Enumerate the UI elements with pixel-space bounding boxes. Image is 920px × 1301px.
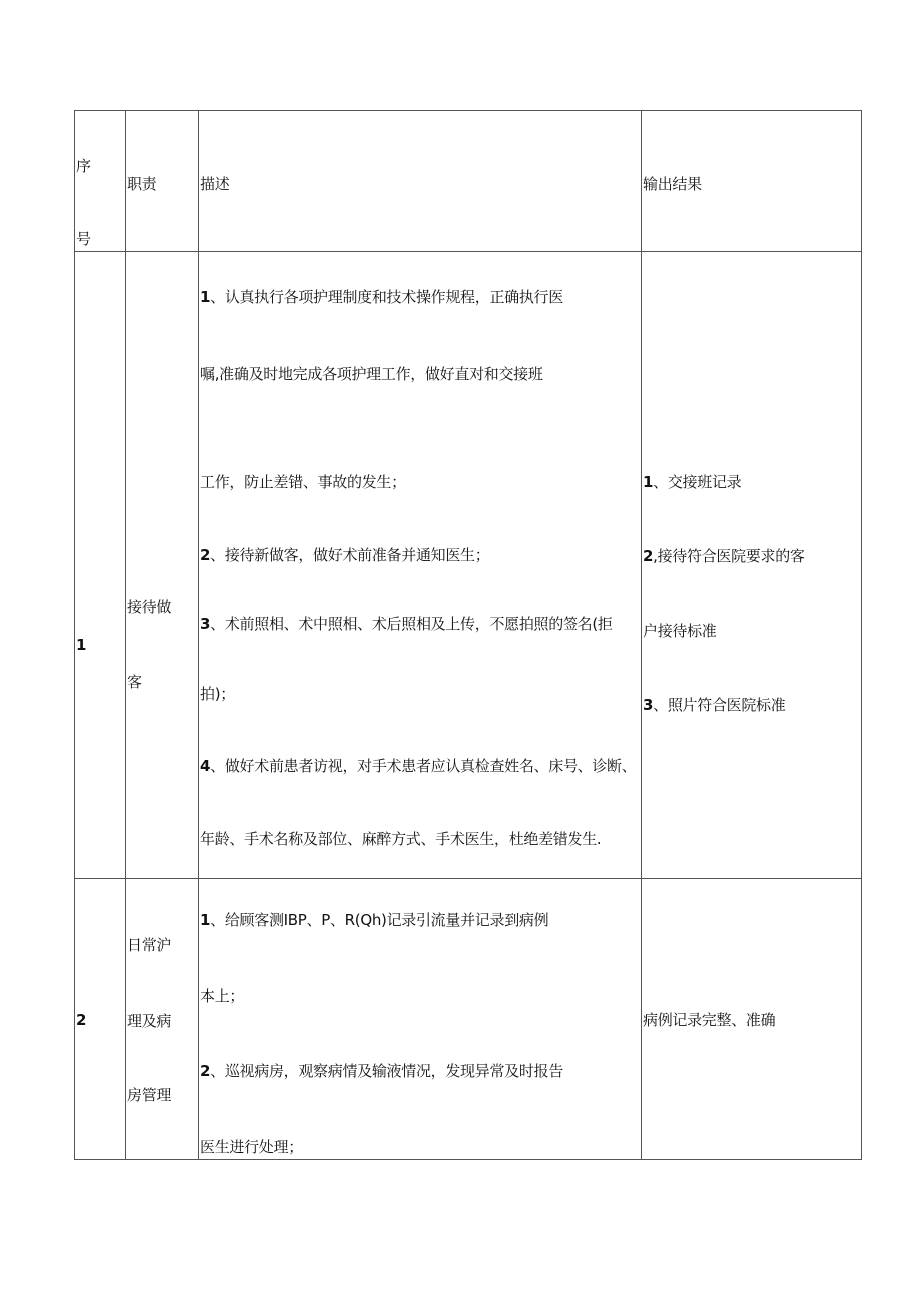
row1-duty-line: 客 <box>127 673 142 691</box>
row2-description-line: 1、给顾客测IBP、P、R(Qh)记录引流量并记录到病例 <box>200 911 549 929</box>
header-duty-cell <box>126 111 199 252</box>
row1-description-line: 年龄、手术名称及部位、麻醉方式、手术医生，杜绝差错发生. <box>200 830 602 848</box>
row1-description-line: 工作，防止差错、事故的发生； <box>200 473 406 491</box>
duty-table <box>74 110 862 1160</box>
row2-description-line: 本上； <box>200 987 245 1005</box>
row1-description-line: 嘱,准确及时地完成各项护理工作，做好直对和交接班 <box>200 365 543 383</box>
header-seq-cell <box>75 111 126 252</box>
row1-output-line: 户接待标准 <box>643 622 717 640</box>
row2-duty-line: 日常沪 <box>127 936 172 954</box>
row1-description-line: 1、认真执行各项护理制度和技术操作规程，正确执行医 <box>200 288 563 306</box>
row1-seq-cell <box>75 252 126 879</box>
header-output-cell <box>642 111 862 252</box>
header-description: 描述 <box>200 175 230 193</box>
row1-seq: 1 <box>76 636 87 654</box>
row1-duty-line: 接待做 <box>127 598 172 616</box>
row2-description-line: 医生进行处理； <box>200 1138 303 1156</box>
row2-seq-cell <box>75 879 126 1160</box>
header-seq-line1: 序 <box>76 157 91 175</box>
row2-duty-line: 理及病 <box>127 1012 172 1030</box>
header-duty: 职责 <box>127 175 157 193</box>
row1-description-line: 3、术前照相、术中照相、术后照相及上传，不愿拍照的签名(拒 <box>200 615 613 633</box>
header-description-cell <box>199 111 642 252</box>
header-seq-line2: 号 <box>76 230 91 248</box>
row1-description-cell <box>199 252 642 879</box>
row1-output-line: 2,接待符合医院要求的客 <box>643 547 805 565</box>
row1-description-line: 拍)； <box>200 685 235 703</box>
row2-duty-line: 房管理 <box>127 1086 172 1104</box>
row2-duty-cell <box>126 879 199 1160</box>
row2-output-cell <box>642 879 862 1160</box>
row1-output-line: 3、照片符合医院标准 <box>643 696 786 714</box>
header-output: 输出结果 <box>643 175 702 193</box>
table-row <box>75 879 862 1160</box>
row1-description-line: 4、做好术前患者访视，对手术患者应认真检查姓名、床号、诊断、 <box>200 757 637 775</box>
row1-description-line: 2、接待新做客，做好术前准备并通知医生； <box>200 546 490 564</box>
row1-duty-cell <box>126 252 199 879</box>
table-header-row <box>75 111 862 252</box>
row2-description-line: 2、巡视病房，观察病情及输液情况，发现异常及时报告 <box>200 1062 563 1080</box>
row1-output-cell <box>642 252 862 879</box>
row2-output-line: 病例记录完整、准确 <box>643 1011 776 1029</box>
table-row <box>75 252 862 879</box>
row2-seq: 2 <box>76 1011 87 1029</box>
row2-description-cell <box>199 879 642 1160</box>
row1-output-line: 1、交接班记录 <box>643 473 742 491</box>
